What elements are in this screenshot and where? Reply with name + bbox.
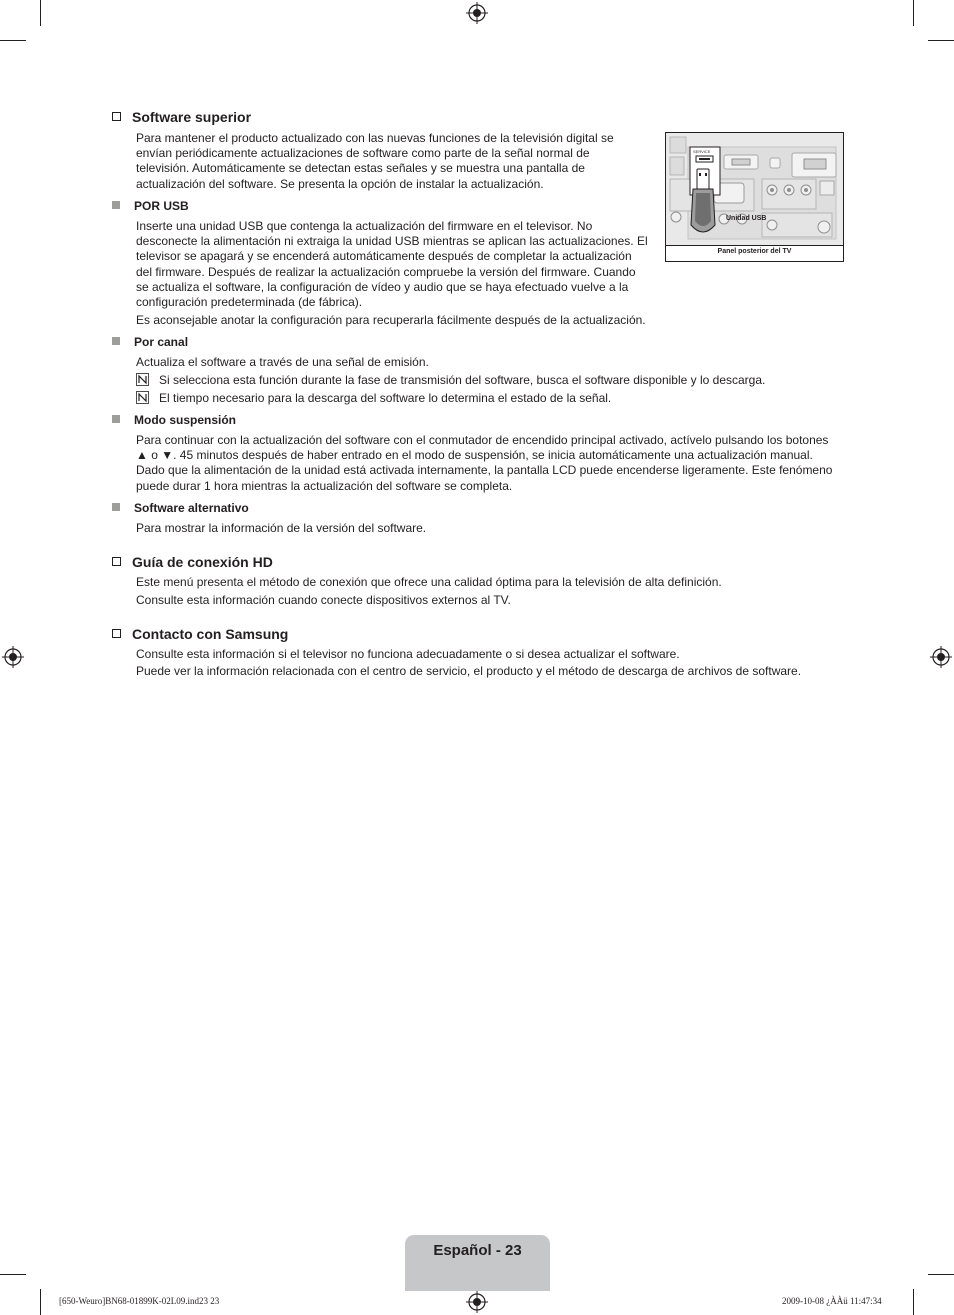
registration-mark-icon xyxy=(466,2,488,24)
square-bullet-icon xyxy=(112,503,120,511)
por-usb-text-2: Es aconsejable anotar la configuración para recuperarla fácilmente después de la actualización. xyxy=(136,313,646,327)
page-number: Español - 23 xyxy=(433,1242,522,1259)
square-bullet-icon xyxy=(112,201,120,209)
figure-caption: Panel posterior del TV xyxy=(717,248,792,255)
registration-mark-icon xyxy=(2,646,24,668)
registration-mark-icon xyxy=(466,1291,488,1313)
contacto-line: Consulte esta información si el televisor no funciona adecuadamente o si desea actualizar el software. xyxy=(136,647,680,661)
section-heading-guia-hd: Guía de conexión HD xyxy=(112,554,273,570)
footer-file-info: [650-Weuro]BN68-01899K-02L09.ind23 23 xyxy=(59,1296,220,1306)
service-label: SERVICE xyxy=(693,149,711,154)
checkbox-bullet-icon xyxy=(112,557,121,566)
square-bullet-icon xyxy=(112,415,120,423)
guia-hd-line: Este menú presenta el método de conexión que ofrece una calidad óptima para la televisión de alta definición. xyxy=(136,575,722,589)
subheading-software-alternativo: Software alternativo xyxy=(112,501,249,515)
square-bullet-icon xyxy=(112,337,120,345)
note-icon xyxy=(136,373,149,386)
crop-mark xyxy=(913,0,914,26)
tv-rear-panel-figure xyxy=(665,132,844,262)
usb-drive-label: Unidad USB xyxy=(726,215,767,222)
note-item: Si selecciona esta función durante la fase de transmisión del software, busca el software disponible y lo descarga. xyxy=(136,373,765,388)
crop-mark xyxy=(40,0,41,26)
crop-mark xyxy=(913,1289,914,1315)
section-heading-contacto: Contacto con Samsung xyxy=(112,626,288,642)
por-usb-text: Inserte una unidad USB que contenga la actualización del firmware en el televisor. No desconecte la alimentación ni extraiga la unidad USB mientras se aplican las actualizaciones. El televisor se apagará y se encenderá automáticamente después de completar la actualización del firmware. Después de realizar la actualización compruebe la versión del firmware. Cuando se actualiza el software, la configuración de vídeo y audio que se haya efectuado vuelve a la configuración predeterminada (de fábrica). xyxy=(136,219,648,310)
crop-mark xyxy=(40,1289,41,1315)
checkbox-bullet-icon xyxy=(112,629,121,638)
crop-mark xyxy=(928,40,954,41)
software-superior-intro: Para mantener el producto actualizado con las nuevas funciones de la televisión digital se envían periódicamente actualizaciones de software como parte de la señal normal de televisión. Automáticamente se detectan estas señales y se muestra una pantalla de actualización del software. Se presenta la opción de instalar la actualización. xyxy=(136,131,614,191)
checkbox-bullet-icon xyxy=(112,112,121,121)
crop-mark xyxy=(928,1274,954,1275)
section-heading-software-superior: Software superior xyxy=(112,109,251,125)
figure-caption-divider xyxy=(666,245,843,246)
por-canal-text: Actualiza el software a través de una señal de emisión. xyxy=(136,355,429,369)
contacto-line: Puede ver la información relacionada con el centro de servicio, el producto y el método de descarga de archivos de software. xyxy=(136,664,802,678)
guia-hd-line: Consulte esta información cuando conecte dispositivos externos al TV. xyxy=(136,593,511,607)
crop-mark xyxy=(0,1274,26,1275)
note-icon xyxy=(136,391,149,404)
modo-suspension-text: Para continuar con la actualización del software con el conmutador de encendido principal activado, actívelo pulsando los botones ▲ o ▼. 45 minutos después de haber entrado en el modo de suspensión, se inicia automáticamente una actualización manual. Dado que la alimentación de la unidad está activada internamente, la pantalla LCD puede encenderse ligeramente. Este fenómeno puede durar 1 hora mientras la actualización del software se completa. xyxy=(136,433,833,493)
registration-mark-icon xyxy=(930,646,952,668)
subheading-modo-suspension: Modo suspensión xyxy=(112,413,236,427)
note-item: El tiempo necesario para la descarga del software lo determina el estado de la señal. xyxy=(136,391,611,406)
crop-mark xyxy=(0,40,26,41)
footer-timestamp: 2009-10-08 ¿ÀÀü 11:47:34 xyxy=(782,1296,882,1306)
subheading-por-usb: POR USB xyxy=(112,199,189,213)
software-alternativo-text: Para mostrar la información de la versión del software. xyxy=(136,521,427,535)
subheading-por-canal: Por canal xyxy=(112,335,188,349)
